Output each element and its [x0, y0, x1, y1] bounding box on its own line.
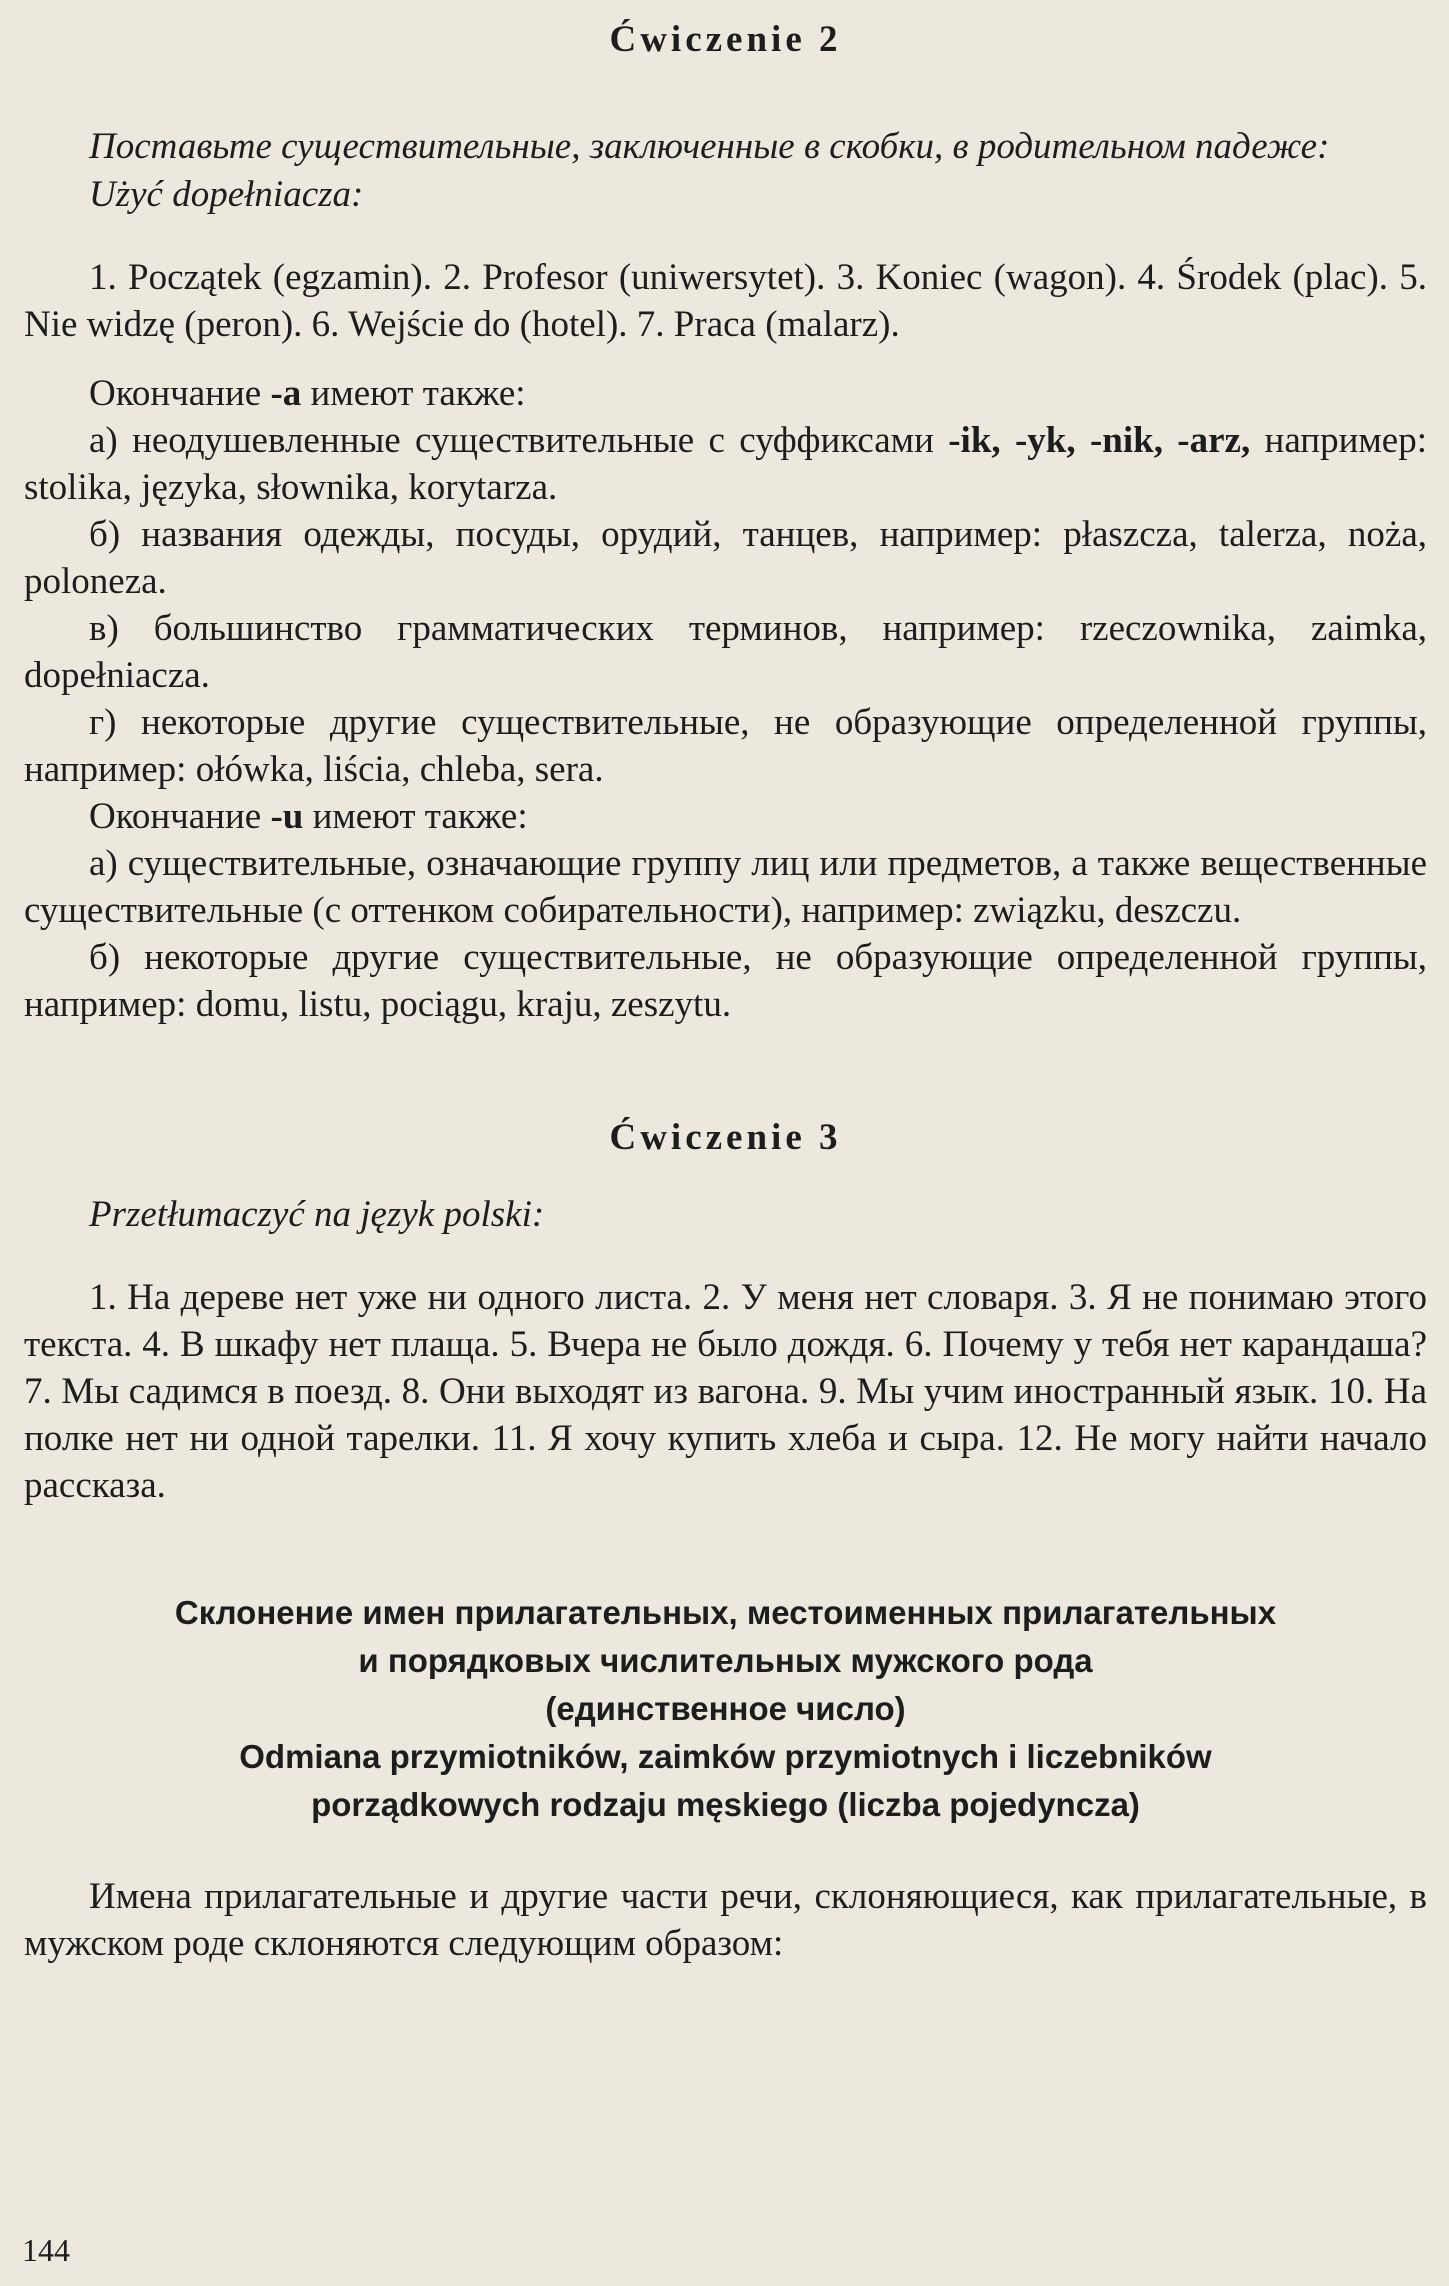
exercise-3-items: 1. На дереве нет уже ни одного листа. 2. У меня нет словаря. 3. Я не понимаю этого текста. 4. В шкафу нет плаща. 5. Вчера не было дождя. 6. Почему у тебя нет карандаша? 7. Мы садимся в поезд. 8. Они выходят из вагона. 9. Мы учим иностранный язык. 10. На полке нет ни одной тарелки. 11. Я хочу купить хлеба и сыра. 12. Не могу найти начало рассказа.: [24, 1277, 1427, 1506]
exercise-3-instruction: Przetłumaczyć na język polski:: [89, 1194, 545, 1235]
heading-ru-line-1: Склонение имен прилагательных, местоименных прилагательных: [174, 1594, 1277, 1631]
heading-ru-line-3: (единственное число): [545, 1690, 906, 1727]
ending-a: -a: [270, 373, 302, 414]
rules-ending-u: [24, 793, 1427, 1028]
exercise-3-title: Ćwiczenie 3: [609, 1117, 842, 1158]
suffix-list: -ik, -yk, -nik, -arz,: [948, 420, 1251, 461]
heading-pl-line-2: porządkowych rodzaju męskiego (liczba pojedyncza): [311, 1786, 1140, 1823]
section-intro: Имена прилагательные и другие части речи, склоняющиеся, как прилагательные, в мужском роде склоняются следующим образом:: [24, 1876, 1427, 1964]
rule-u-item-b: б) некоторые другие существительные, не образующие определенной группы, например: domu, listu, pociągu, kraju, zeszytu.: [24, 937, 1427, 1025]
rule-a-intro: Окончание -a имеют также:: [89, 373, 526, 414]
rule-a-item-g: г) некоторые другие существительные, не образующие определенной группы, например: ołówka, liścia, chleba, sera.: [24, 702, 1427, 790]
page-number: 144: [22, 2232, 70, 2268]
rules-ending-a: [24, 370, 1427, 793]
rule-a-item-b: б) названия одежды, посуды, орудий, танцев, например: płaszcza, talerza, noża, poloneza.: [24, 514, 1427, 602]
rule-a-item-a: а) неодушевленные существительные с суффиксами -ik, -yk, -nik, -arz, например: stolika, języka, słownika, korytarza.: [24, 420, 1428, 508]
exercise-2-items: 1. Początek (egzamin). 2. Profesor (uniwersytet). 3. Koniec (wagon). 4. Środek (plac). 5. Nie widzę (peron). 6. Wejście do (hotel). 7. Praca (malarz).: [24, 257, 1427, 345]
heading-pl-line-1: Odmiana przymiotników, zaimków przymiotnych i liczebników: [239, 1738, 1212, 1775]
rule-a-item-v: в) большинство грамматических терминов, например: rzeczownika, zaimka, dopełniacza.: [24, 608, 1427, 696]
ending-u: -u: [270, 796, 304, 837]
heading-ru-line-2: и порядковых числительных мужского рода: [358, 1642, 1093, 1679]
exercise-2-title: Ćwiczenie 2: [609, 19, 842, 60]
rule-u-item-a: а) существительные, означающие группу лиц или предметов, а также вещественные существительные (с оттенком собирательности), например: związku, deszczu.: [24, 843, 1427, 931]
exercise-2-instruction-ru: Поставьте существительные, заключенные в скобки, в родительном падеже:: [89, 126, 1330, 167]
section-heading: [24, 1589, 1427, 1829]
rule-u-intro: Окончание -u имеют также:: [89, 796, 528, 837]
exercise-2-instruction-pl: Użyć dopełniacza:: [89, 174, 364, 215]
